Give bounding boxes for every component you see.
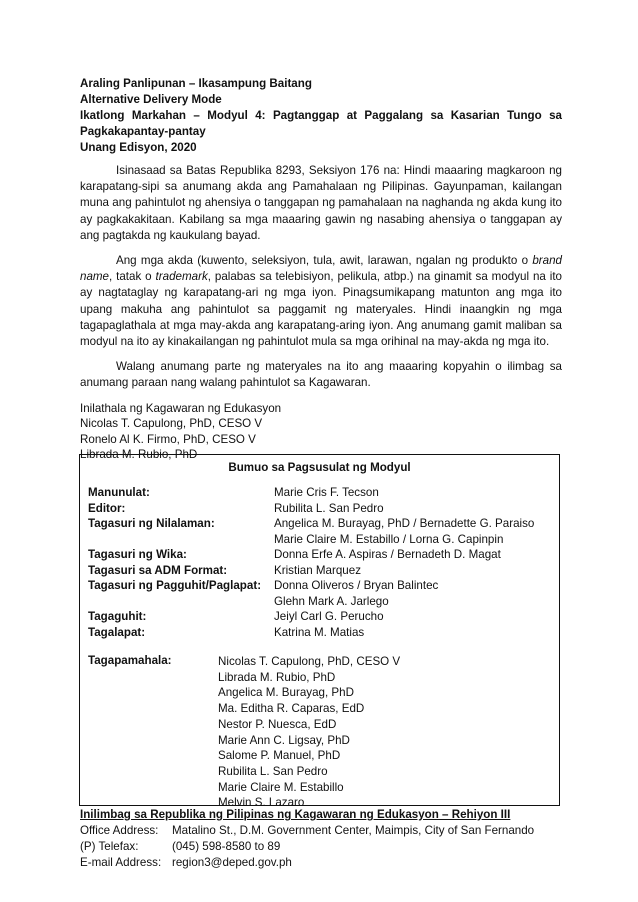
email-label: E-mail Address:	[80, 856, 162, 869]
list-item: Marie Ann C. Ligsay, PhD	[218, 733, 350, 747]
credit-label: Tagasuri sa ADM Format:	[88, 563, 228, 577]
list-item: Melvin S. Lazaro	[218, 796, 305, 810]
telefax-label: (P) Telefax:	[80, 840, 139, 853]
p2-italic-trademark: trademark	[155, 270, 208, 284]
list-item: Rubilita L. San Pedro	[218, 764, 328, 778]
copyright-paragraph-2	[80, 253, 562, 350]
office-address-label: Office Address:	[80, 824, 159, 837]
email-row	[80, 855, 560, 871]
credit-label: Tagaguhit:	[88, 610, 147, 623]
credit-value: Donna Erfe A. Aspiras / Bernadeth D. Magat	[274, 548, 501, 561]
list-item: Librada M. Rubio, PhD	[218, 670, 336, 684]
copyright-page	[80, 76, 562, 463]
credit-value: Rubilita L. San Pedro	[274, 501, 384, 515]
delivery-mode: Alternative Delivery Mode	[80, 93, 222, 106]
office-address: Matalino St., D.M. Government Center, Maimpis, City of San Fernando	[172, 824, 535, 837]
publisher-official: Nicolas T. Capulong, PhD, CESO V	[80, 417, 263, 431]
credit-value: Angelica M. Burayag, PhD / Bernadette G. Paraiso	[274, 517, 535, 530]
publisher-line: Inilathala ng Kagawaran ng Edukasyon	[80, 401, 282, 415]
credit-value: Marie Cris F. Tecson	[274, 486, 379, 499]
tagapamahala-label: Tagapamahala:	[88, 654, 172, 667]
credit-label: Manunulat:	[88, 486, 150, 499]
printing-title: Inilimbag sa Republika ng Pilipinas ng Kagawaran ng Edukasyon – Rehiyon III	[80, 808, 511, 821]
credit-value: Glehn Mark A. Jarlego	[274, 594, 389, 608]
tagapamahala-list	[218, 654, 400, 811]
list-item: Salome P. Manuel, PhD	[218, 749, 341, 763]
office-address-row	[80, 823, 560, 839]
edition: Unang Edisyon, 2020	[80, 141, 197, 154]
printing-footer	[80, 807, 560, 871]
credit-label: Tagasuri ng Pagguhit/Paglapat:	[88, 579, 262, 592]
credit-label: Tagasuri ng Nilalaman:	[88, 517, 215, 530]
credit-label: Tagasuri ng Wika:	[88, 548, 187, 561]
copyright-paragraph-1: Isinasaad sa Batas Republika 8293, Seksiyon 176 na: Hindi maaaring magkaroon ng karapatang-sipi sa anumang akda ang Pamahalaan ng Pilipinas. Gayunpaman, kailangan muna ang pahintulot ng ahensiya o tanggapan ng pamahalaan na naghanda ng akda kung ito ay pagkakakitaan. Kabilang sa mga maaaring gawin ng nasabing ahensiya o tanggapan ay ang pagtakda ng kaukulang bayad.	[80, 164, 562, 242]
module-title: Ikatlong Markahan – Modyul 4: Pagtanggap at Paggalang sa Kasarian Tungo sa	[80, 109, 562, 122]
credits-box	[79, 454, 560, 810]
credits-title: Bumuo sa Pagsusulat ng Modyul	[228, 461, 411, 474]
credit-value: Donna Oliveros / Bryan Balintec	[274, 579, 439, 592]
list-item: Angelica M. Burayag, PhD	[218, 686, 354, 700]
credit-label: Editor:	[88, 501, 126, 515]
module-title-cont: Pagkakapantay-pantay	[80, 125, 206, 138]
p2-italic-brand: brand name	[80, 254, 562, 284]
subject-title: Araling Panlipunan – Ikasampung Baitang	[80, 77, 312, 90]
p2-text-c: , palabas sa telebisiyon, pelikula, atbp.) na ginamit sa modyul na ito ay nagtataglay ng karapatang-ari ng mga iyon. Pinagsumikapang matunton ang mga ito upang makuha ang pahintulot sa paggamit ng materyales. Hindi inaangkin ng mga tagapaglathala at mga may-akda ang karapatang-aring iyon. Ang anumang gamit maliban sa modyul na ito ay kinakailangan ng pahintulot mula sa mga orihinal na may-akda ng mga ito.	[80, 270, 563, 349]
p2-text-b: , tatak o	[109, 270, 156, 284]
credit-value: Katrina M. Matias	[274, 625, 365, 639]
list-item: Nestor P. Nuesca, EdD	[218, 717, 337, 731]
credit-value: Jeiyl Carl G. Perucho	[274, 610, 384, 623]
publisher-official: Librada M. Rubio, PhD	[80, 448, 198, 462]
p2-text-a: Ang mga akda (kuwento, seleksiyon, tula, awit, larawan, ngalan ng produkto o	[116, 254, 533, 268]
email-address: region3@deped.gov.ph	[172, 856, 292, 869]
telefax-row	[80, 839, 560, 855]
copyright-paragraph-3: Walang anumang parte ng materyales na ito ang maaaring kopyahin o ilimbag sa anumang paraan nang walang pahintulot sa Kagawaran.	[80, 360, 562, 390]
list-item: Marie Claire M. Estabillo	[218, 780, 344, 794]
credit-value: Kristian Marquez	[274, 563, 361, 577]
credit-value: Marie Claire M. Estabillo / Lorna G. Capinpin	[274, 532, 504, 546]
credit-label: Tagalapat:	[88, 625, 146, 639]
publisher-official: Ronelo Al K. Firmo, PhD, CESO V	[80, 432, 256, 446]
list-item: Ma. Editha R. Caparas, EdD	[218, 702, 365, 716]
list-item: Nicolas T. Capulong, PhD, CESO V	[218, 655, 401, 668]
telefax: (045) 598-8580 to 89	[172, 840, 281, 853]
